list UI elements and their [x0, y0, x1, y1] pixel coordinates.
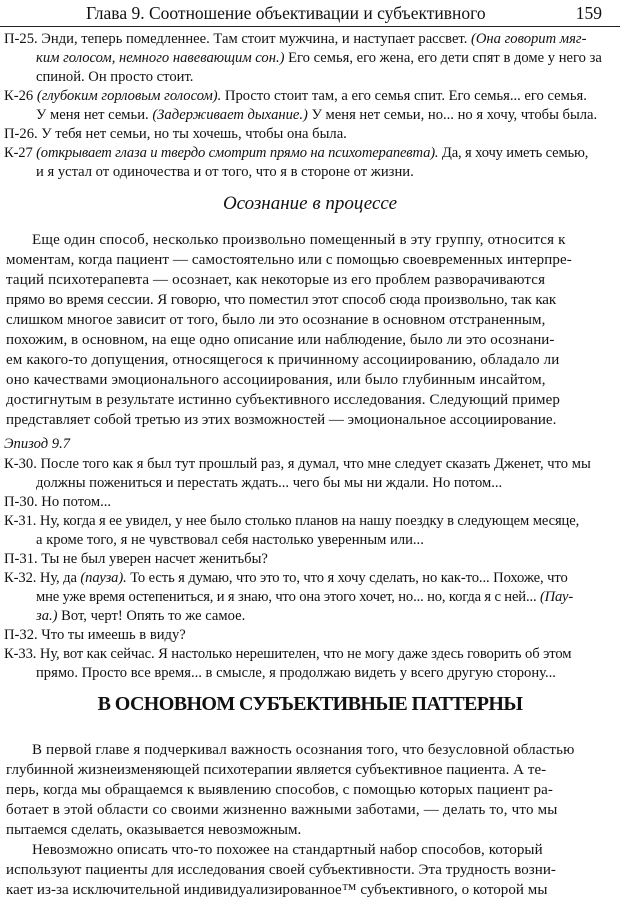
- paragraph-line: похожим, в основном, на еще одно описание или наблюдение, было ли это осознани-: [6, 332, 555, 348]
- paragraph-line: перь, когда мы обращаемся к выявлению способов, с помощью которых пациент ра-: [6, 782, 553, 798]
- dialogue-line: а кроме того, я не чувствовал себя настолько уверенным или...: [36, 532, 424, 548]
- paragraph-line: прямо во время сессии. Я говорю, что поместил этот способ сюда произвольно, так как: [6, 292, 557, 308]
- dialogue-line: К-30. После того как я был тут прошлый раз, я думал, что мне следует сказать Дженет, что мы: [4, 456, 591, 472]
- paragraph-line: используют пациенты для исследования своей субъективности. Эта трудность возни-: [6, 862, 556, 878]
- episode-label: Эпизод 9.7: [4, 436, 71, 452]
- dialogue-line: К-32. Ну, да (пауза). То есть я думаю, что это то, что я хочу сделать, но как-то... Похоже, что: [4, 570, 568, 586]
- paragraph-line: моментам, когда пациент — самостоятельно или с помощью своевременных интерпре-: [6, 252, 572, 268]
- paragraph-line: Еще один способ, несколько произвольно помещенный в эту группу, относится к: [32, 232, 566, 248]
- section-heading: В ОСНОВНОМ СУБЪЕКТИВНЫЕ ПАТТЕРНЫ: [97, 693, 523, 715]
- paragraph-line: таций психотерапевта — осознает, как некоторые из его проблем разворачиваются: [6, 272, 546, 288]
- dialogue-line: ким голосом, немного навевающим сон.) Его семья, его жена, его дети спят в доме у него за: [36, 50, 602, 66]
- paragraph-line: кает из-за исключительной индивидуализированное™ субъективного, о которой мы: [6, 882, 548, 898]
- dialogue-line: К-27 (открывает глаза и твердо смотрит прямо на психотерапевта). Да, я хочу иметь семью,: [4, 145, 589, 161]
- dialogue-line: П-31. Ты не был уверен насчет женитьбы?: [4, 551, 268, 567]
- dialogue-line: мне уже время остепениться, и я знаю, что она этого хочет, но... но, когда я с ней... (Пау-: [36, 589, 574, 605]
- paragraph-line: Невозможно описать что-то похожее на стандартный набор способов, который: [32, 842, 543, 858]
- dialogue-line: П-25. Энди, теперь помедленнее. Там стоит мужчина, и наступает рассвет. (Она говорит мяг-: [4, 31, 587, 47]
- dialogue-line: за.) Вот, черт! Опять то же самое.: [36, 608, 246, 624]
- dialogue-line: П-32. Что ты имеешь в виду?: [4, 627, 186, 643]
- paragraph-line: представляет собой третью из этих возможностей — эмоциональное ассоциирование.: [6, 412, 557, 428]
- paragraph-line: ботает в этой области со своими жизненно важными заботами, — делать то, что мы: [6, 802, 558, 818]
- running-header: [0, 0, 620, 27]
- paragraph-line: В первой главе я подчеркивал важность осознания того, что безусловной областью: [32, 742, 575, 758]
- paragraph-line: пытаемся сделать, оказывается невозможным.: [6, 822, 302, 838]
- paragraph-line: оно качествами эмоционального ассоциирования, или было глубинным инсайтом,: [6, 372, 546, 388]
- page-number: 159: [575, 3, 602, 23]
- dialogue-line: К-33. Ну, вот как сейчас. Я настолько нерешителен, что не могу даже здесь говорить об этом: [4, 646, 572, 662]
- dialogue-line: К-26 (глубоким горловым голосом). Просто стоит там, а его семья спит. Его семья... его семья.: [4, 88, 587, 104]
- subheading: Осознание в процессе: [222, 193, 398, 214]
- paragraph-line: глубинной жизнеизменяющей психотерапии является субъективное пациента. А те-: [6, 762, 547, 778]
- dialogue-line: должны пожениться и перестать ждать... чего бы мы ни ждали. Но потом...: [36, 475, 503, 491]
- paragraph-line: достигнутым в результате истинно субъективного исследования. Следующий пример: [6, 392, 560, 408]
- dialogue-line: К-31. Ну, когда я ее увидел, у нее было столько планов на нашу поездку в следующем месяце,: [4, 513, 580, 529]
- dialogue-line: П-30. Но потом...: [4, 494, 112, 510]
- dialogue-line: У меня нет семьи. (Задерживает дыхание.) У меня нет семьи, но... но я хочу, чтобы была.: [36, 107, 598, 123]
- paragraph-line: слишком многое зависит от того, было ли это осознание в основном отстраненным,: [6, 312, 546, 328]
- dialogue-line: спиной. Он просто стоит.: [36, 69, 194, 85]
- chapter-title: Глава 9. Соотношение объективации и субъективного: [86, 3, 486, 23]
- dialogue-line: и я устал от одиночества и от того, что я в стороне от жизни.: [36, 164, 414, 180]
- paragraph-line: ем какого-то допущения, относящегося к причинному ассоциированию, обладало ли: [6, 352, 560, 368]
- dialogue-line: П-26. У тебя нет семьи, но ты хочешь, чтобы она была.: [4, 126, 347, 142]
- dialogue-line: прямо. Просто все время... в смысле, я продолжаю видеть у всего другую сторону...: [36, 665, 556, 681]
